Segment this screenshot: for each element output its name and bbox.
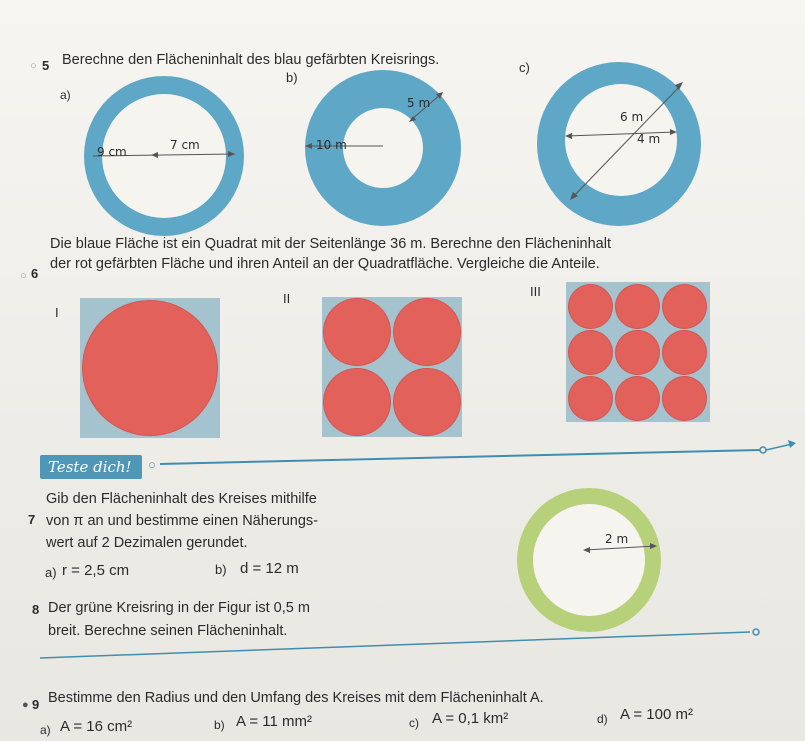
square-ii — [322, 297, 462, 437]
circle — [615, 376, 660, 421]
task8-number: 8 — [32, 602, 40, 617]
ring-c-inner — [565, 84, 677, 196]
task9-number: 9 — [32, 697, 40, 712]
task7b-value: d = 12 m — [240, 560, 299, 577]
task9d-value: A = 100 m² — [620, 706, 693, 723]
green-ring-inner — [533, 504, 645, 616]
task5-text: Berechne den Flächeninhalt des blau gefärbten Kreisrings. — [62, 52, 440, 68]
ring-c-inner-label: 4 m — [637, 132, 661, 146]
task9a-value: A = 16 cm² — [60, 718, 133, 735]
ring-b-inner-label: 5 m — [407, 96, 431, 110]
task9a-label: a) — [40, 723, 51, 737]
task9d-label: d) — [597, 712, 608, 726]
circle — [662, 330, 707, 375]
task5c-label: c) — [519, 60, 530, 75]
circle — [568, 284, 613, 329]
circle-marker-icon: ○ — [148, 457, 156, 472]
circle — [662, 284, 707, 329]
figure-label-iii: III — [530, 284, 541, 299]
circle — [615, 284, 660, 329]
figure-label-i: I — [55, 305, 59, 320]
circle — [615, 330, 660, 375]
circle — [393, 368, 461, 436]
task6-line2: der rot gefärbten Fläche und ihren Anteil an der Quadratfläche. Vergleiche die Anteile. — [50, 256, 600, 272]
ring-a-inner-label: 7 cm — [170, 138, 200, 152]
ring-c-outer-label: 6 m — [620, 110, 644, 124]
task9b-value: A = 11 mm² — [236, 713, 312, 730]
teste-dich-banner — [40, 455, 142, 479]
task-marker: ○ — [30, 60, 37, 72]
task-marker: ○ — [20, 270, 27, 282]
task7a-label: a) — [45, 565, 57, 580]
task9c-value: A = 0,1 km² — [432, 710, 509, 727]
green-ring-dimension-label: 2 m — [605, 532, 629, 546]
task6-number: 6 — [31, 266, 39, 281]
square-i — [80, 298, 220, 438]
task8-line2: breit. Berechne seinen Flächeninhalt. — [48, 623, 288, 639]
teste-divider-line — [160, 436, 800, 466]
circle — [568, 330, 613, 375]
task8-line1: Der grüne Kreisring in der Figur ist 0,5 m — [48, 600, 310, 616]
task9-text: Bestimme den Radius und den Umfang des Kreises mit dem Flächeninhalt A. — [48, 690, 544, 706]
ring-b-outer-label: 10 m — [316, 138, 347, 152]
circle — [568, 376, 613, 421]
task7b-label: b) — [215, 562, 227, 577]
task7-line3: wert auf 2 Dezimalen gerundet. — [46, 535, 248, 551]
circle — [82, 300, 218, 436]
task9b-label: b) — [214, 718, 225, 732]
square-iii — [566, 282, 710, 422]
task9c-label: c) — [409, 716, 419, 730]
figure-label-ii: II — [283, 291, 291, 306]
ring-c-figure — [535, 60, 703, 228]
teste-dich-label: Teste dich! — [48, 458, 132, 476]
task7-line2: von π an und bestimme einen Näherungs- — [46, 513, 318, 529]
task5b-label: b) — [286, 70, 298, 85]
green-ring-figure — [515, 486, 665, 636]
task7-number: 7 — [28, 512, 36, 527]
circle — [662, 376, 707, 421]
circle — [323, 368, 391, 436]
circle — [393, 298, 461, 366]
task7a-value: r = 2,5 cm — [62, 562, 130, 579]
task7-line1: Gib den Flächeninhalt des Kreises mithilfe — [46, 491, 317, 507]
ring-a-outer-label: 9 cm — [97, 145, 127, 159]
circle — [323, 298, 391, 366]
task5a-label: a) — [60, 88, 71, 102]
task-marker: ● — [22, 699, 29, 711]
task5-number: 5 — [42, 58, 50, 73]
task8-divider-line — [40, 624, 800, 660]
task6-line1: Die blaue Fläche ist ein Quadrat mit der Seitenlänge 36 m. Berechne den Flächeninhalt — [50, 236, 611, 252]
